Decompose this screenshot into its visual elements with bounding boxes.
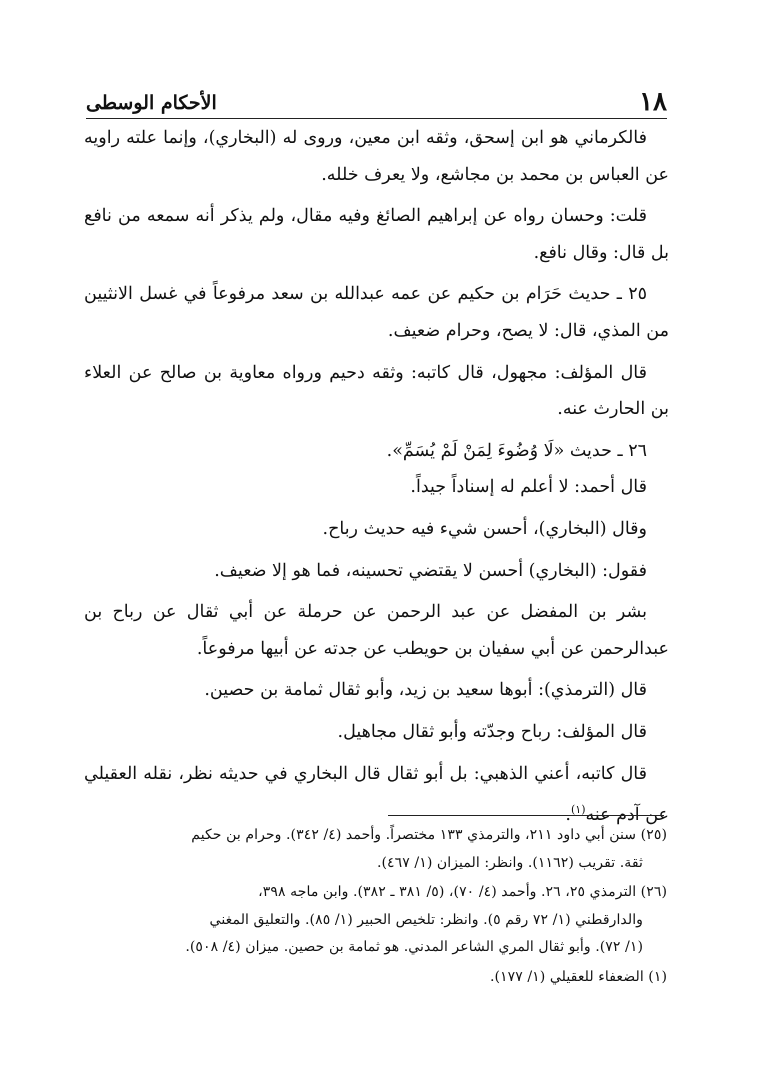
paragraph: قال المؤلف: مجهول، قال كاتبه: وثقه دحيم ورواه معاوية بن صالح عن العلاء بن الحارث عنه. bbox=[84, 362, 669, 420]
paragraph: بشر بن المفضل عن عبد الرحمن عن حرملة عن أبي ثقال عن رباح بن عبدالرحمن عن أبي سفيان بن حويطب عن جدته عن أبيها مرفوعاً. bbox=[84, 602, 669, 659]
paragraph: فالكرماني هو ابن إسحق، وثقه ابن معين، وروى له (البخاري)، وإنما علته راويه عن العباس بن محمد بن مجاشع، ولا يعرف خلله. bbox=[84, 128, 669, 185]
paragraph: فقول: (البخاري) أحسن لا يقتضي تحسينه، فما هو إلا ضعيف. bbox=[214, 560, 647, 581]
footnote: (١) الضعفاء للعقيلي (١/ ١٧٧). bbox=[489, 968, 667, 985]
footnote-line: والدارقطني (١/ ٧٢ رقم ٥). وانظر: تلخيص الحبير (١/ ٨٥). والتعليق المغني bbox=[209, 911, 643, 928]
page-header bbox=[86, 84, 667, 119]
paragraph: قلت: وحسان رواه عن إبراهيم الصائغ وفيه مقال، ولم يذكر أنه سمعه من نافع بل قال: وقال نافع. bbox=[84, 206, 669, 263]
footnote-line: (١/ ٧٢). وأبو ثقال المري الشاعر المدني. هو ثمامة بن حصين. ميزان (٤/ ٥٠٨). bbox=[185, 939, 643, 955]
paragraph: ٢٦ ـ حديث «لَا وُضُوءَ لِمَنْ لَمْ يُسَمِّ». bbox=[386, 440, 647, 461]
footnote-line: (٢٥) سنن أبي داود ٢١١، والترمذي ١٣٣ مختصراً. وأحمد (٤/ ٣٤٢). وحرام بن حكيم bbox=[191, 827, 667, 843]
footnotes bbox=[86, 822, 667, 993]
paragraph: قال أحمد: لا أعلم له إسناداً جيداً. bbox=[410, 477, 647, 498]
footnote-line: ثقة. تقريب (١١٦٢). وانظر: الميزان (١/ ٤٦٧). bbox=[376, 854, 643, 871]
paragraph: ٢٥ ـ حديث حَرَام بن حكيم عن عمه عبدالله بن سعد مرفوعاً في غسل الانثيين من المذي، قال: لا يصح، وحرام ضعيف. bbox=[84, 284, 669, 341]
footnote bbox=[86, 879, 667, 962]
page-number: ١٨ bbox=[639, 87, 667, 117]
paragraph: قال المؤلف: رباح وجدّته وأبو ثقال مجاهيل. bbox=[337, 721, 647, 742]
paragraph: وقال (البخاري)، أحسن شيء فيه حديث رباح. bbox=[322, 518, 647, 539]
footnote-marker: (١) bbox=[571, 803, 586, 817]
paragraph-text: قال كاتبه، أعني الذهبي: بل أبو ثقال قال البخاري في حديثه نظر، نقله العقيلي عن آدم عنه bbox=[84, 763, 669, 825]
footnote-separator bbox=[388, 815, 664, 816]
main-text bbox=[84, 120, 669, 834]
footnote bbox=[86, 822, 667, 877]
footnote-line: (٢٦) الترمذي ٢٥، ٢٦. وأحمد (٤/ ٧٠)، (٥/ ٣٨١ ـ ٣٨٢). وابن ماجه ٣٩٨، bbox=[258, 884, 667, 900]
period: . bbox=[565, 804, 571, 825]
paragraph: قال (الترمذي): أبوها سعيد بن زيد، وأبو ثقال ثمامة بن حصين. bbox=[204, 680, 647, 701]
running-title: الأحكام الوسطى bbox=[86, 92, 217, 114]
